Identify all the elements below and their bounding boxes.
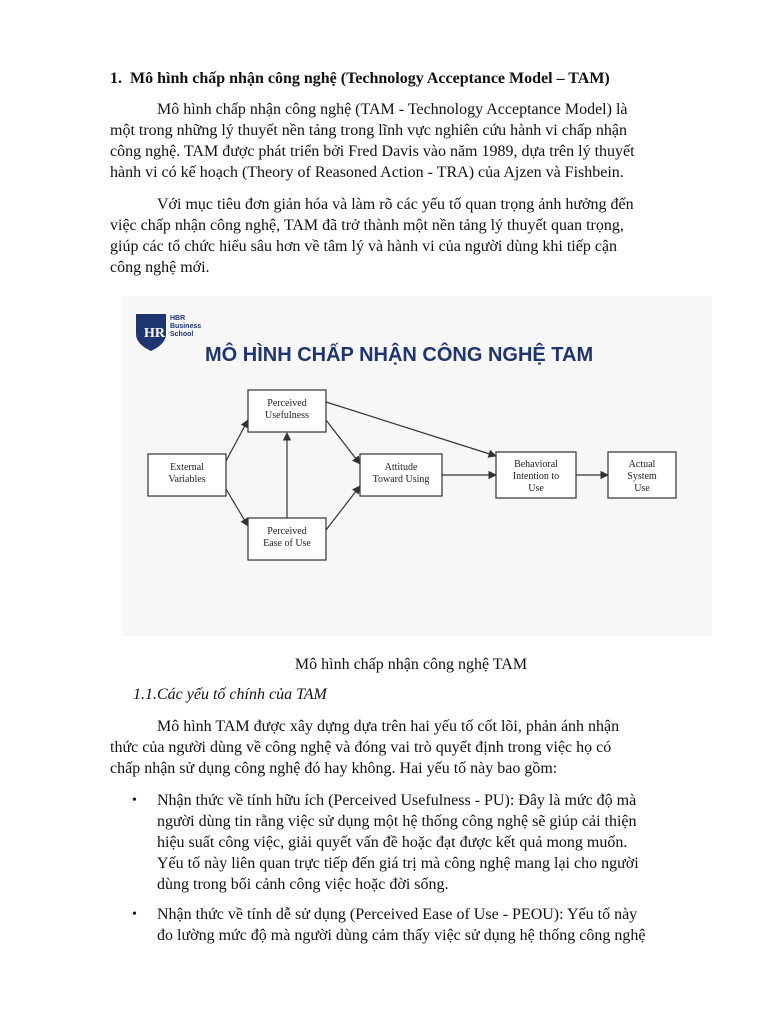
text-line: Nhận thức về tính hữu ích (Perceived Usefulness - PU): Đây là mức độ mà — [157, 792, 637, 809]
factor-list — [110, 790, 720, 946]
section-title: Mô hình chấp nhận công nghệ (Technology Acceptance Model – TAM) — [130, 70, 610, 87]
box-label: Variables — [168, 474, 206, 485]
box-attitude-toward-using — [360, 454, 442, 496]
text-line: Mô hình TAM được xây dựng dựa trên hai yếu tố cốt lõi, phản ánh nhận — [157, 718, 620, 735]
arrow-external-to-ease — [226, 489, 248, 526]
logo-line: School — [170, 331, 194, 338]
text-line: Với mục tiêu đơn giản hóa và làm rõ các yếu tố quan trọng ảnh hưởng đến — [157, 196, 634, 213]
bullet-icon: • — [132, 793, 137, 808]
subsection-heading: 1.1.Các yếu tố chính của TAM — [133, 686, 327, 703]
text-line: Yếu tố này liên quan trực tiếp đến giá trị mà công nghệ mang lại cho người — [157, 855, 639, 872]
box-label: Perceived — [267, 526, 307, 537]
text-line: dùng trong bối cảnh công việc hoặc đời sống. — [157, 876, 449, 893]
arrow-ease-to-attitude — [326, 486, 360, 530]
box-label: Use — [634, 483, 650, 494]
arrow-usefulness-to-attitude — [326, 420, 360, 464]
box-label: Intention to — [512, 471, 560, 482]
box-label: Ease of Use — [263, 538, 311, 549]
list-item — [110, 790, 720, 895]
text-line: hành vi có kế hoạch (Theory of Reasoned Action - TRA) của Ajzen và Fishbein. — [110, 164, 624, 181]
box-label: Toward Using — [372, 474, 430, 485]
logo-monogram: HR — [144, 326, 165, 341]
box-label: System — [627, 471, 657, 482]
logo-line: Business — [170, 323, 202, 330]
box-label: Actual — [628, 459, 656, 470]
text-line: người dùng tin rằng việc sử dụng một hệ thống công nghệ sẽ giúp cải thiện — [157, 813, 637, 830]
list-item — [110, 904, 720, 946]
text-line: hiệu suất công việc, giải quyết vấn đề hoặc đạt được kết quả mong muốn. — [157, 834, 628, 851]
text-line: giúp các tổ chức hiểu sâu hơn về tâm lý và hành vi của người dùng khi tiếp cận — [110, 238, 618, 255]
text-line: việc chấp nhận công nghệ, TAM đã trở thành một nền tảng lý thuyết quan trọng, — [110, 217, 624, 234]
box-label: Use — [528, 483, 544, 494]
box-label: External — [170, 462, 204, 473]
box-label: Behavioral — [514, 459, 558, 470]
box-actual-system-use — [608, 452, 676, 498]
box-perceived-ease-of-use — [248, 518, 326, 560]
diagram-title: MÔ HÌNH CHẤP NHẬN CÔNG NGHỆ TAM — [205, 344, 594, 366]
intro-paragraph — [110, 99, 710, 183]
bullet-icon: • — [132, 907, 137, 922]
tam-diagram — [122, 296, 712, 636]
box-external-variables — [148, 454, 226, 496]
text-line: Mô hình chấp nhận công nghệ (TAM - Technology Acceptance Model) là — [157, 101, 628, 118]
text-line: công nghệ. TAM được phát triển bởi Fred Davis vào năm 1989, dựa trên lý thuyết — [110, 143, 635, 160]
text-line: công nghệ mới. — [110, 259, 210, 276]
tam-model-figure — [122, 296, 712, 636]
box-label: Attitude — [384, 462, 418, 473]
box-perceived-usefulness — [248, 390, 326, 432]
box-behavioral-intention — [496, 452, 576, 498]
factors-intro-paragraph — [110, 716, 710, 779]
figure-caption: Mô hình chấp nhận công nghệ TAM — [294, 656, 528, 673]
box-label: Usefulness — [265, 410, 309, 421]
hbr-logo — [136, 314, 201, 351]
text-line: một trong những lý thuyết nền tảng trong lĩnh vực nghiên cứu hành vi chấp nhận — [110, 122, 628, 139]
arrow-usefulness-to-intention — [326, 402, 496, 456]
section-heading — [110, 70, 610, 88]
purpose-paragraph — [110, 194, 710, 278]
text-line: thức của người dùng về công nghệ và đóng vai trò quyết định trong việc họ có — [110, 739, 612, 756]
logo-line: HBR — [170, 315, 186, 322]
arrow-external-to-usefulness — [226, 420, 248, 461]
text-line: Nhận thức về tính dễ sử dụng (Perceived Ease of Use - PEOU): Yếu tố này — [157, 906, 638, 923]
text-line: đo lường mức độ mà người dùng cảm thấy việc sử dụng hệ thống công nghệ — [157, 927, 646, 944]
section-number: 1. — [110, 70, 122, 87]
text-line: chấp nhận sử dụng công nghệ đó hay không. Hai yếu tố này bao gồm: — [110, 760, 558, 777]
box-label: Perceived — [267, 398, 307, 409]
